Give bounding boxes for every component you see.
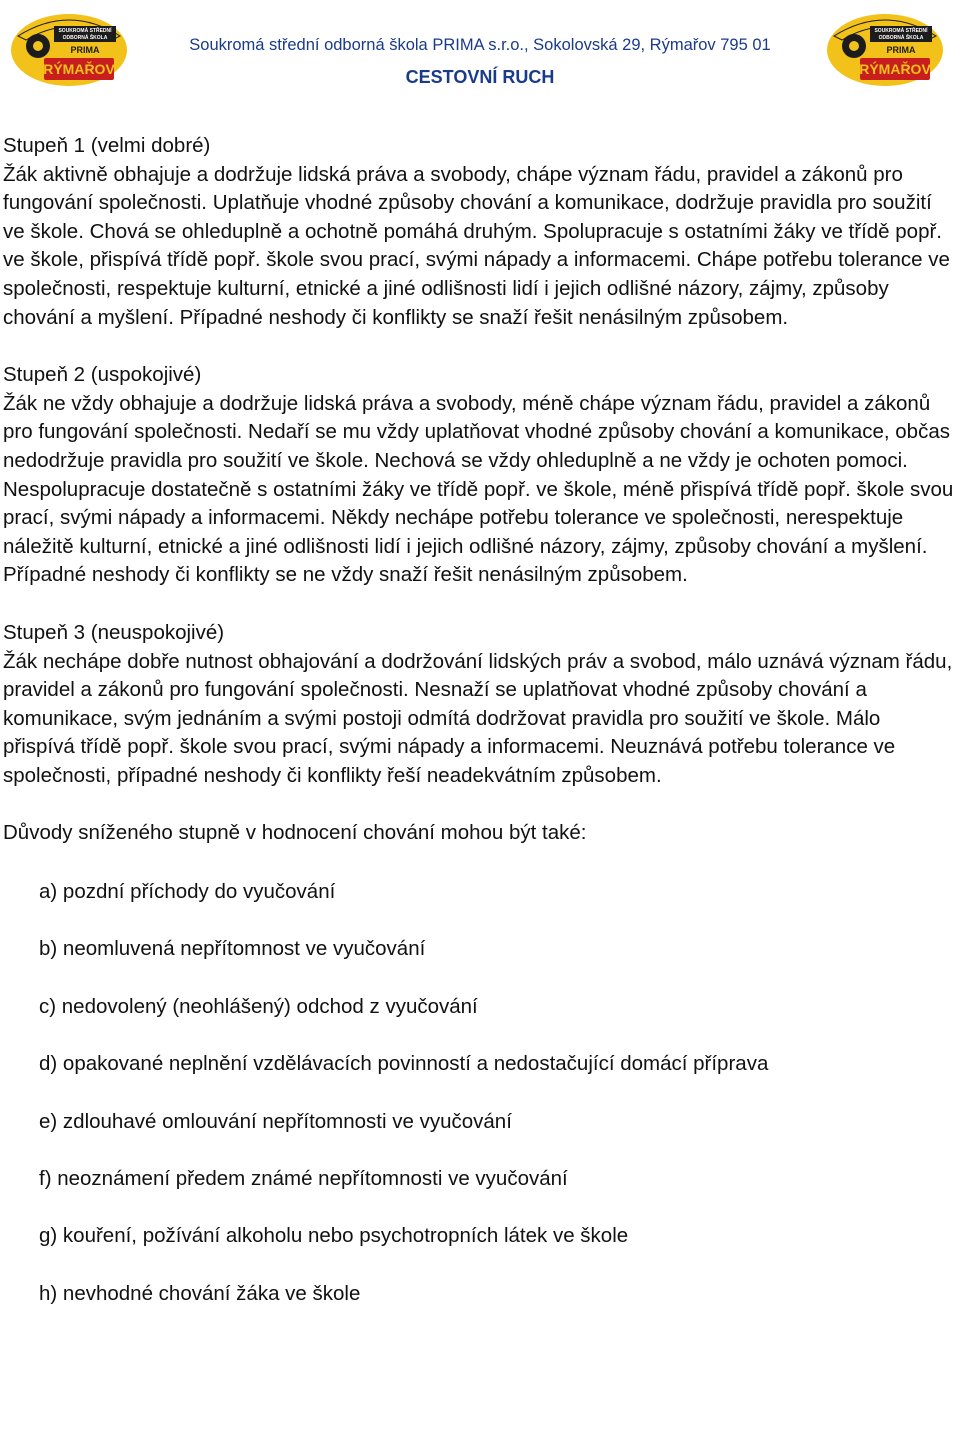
grade-1-heading: Stupeň 1 (velmi dobré) [3, 134, 211, 157]
list-item: a) pozdní příchody do vyučování [39, 880, 336, 904]
grade-3-section [3, 619, 957, 791]
list-item: h) nevhodné chování žáka ve škole [39, 1281, 361, 1305]
logo-prima-text: PRIMA [70, 45, 100, 55]
logo-top-text: SOUKROMÁ STŘEDNÍ [58, 28, 112, 34]
grade-2-text: Žák ne vždy obhajuje a dodržuje lidská práva a svobody, méně chápe význam řádu, pravidel a zákonů pro fungování společnosti. Nedaří se mu vždy uplatňovat vhodné způsoby chování a komunikace, občas nedodržuje pravidla pro soužití ve škole. Nechová se vždy ohleduplně a ne vždy je ochoten pomoci. Nespolupracuje dostatečně s ostatními žáky ve třídě popř. ve škole, méně přispívá třídě popř. škole svou prací, svými nápady a informacemi. Někdy nechápe potřebu tolerance ve společnosti, nerespektuje náležitě kulturní, etnické a jiné odlišnosti lidí i jejich odlišné názory, zájmy, způsoby chování a myšlení. Případné neshody či konflikty se ne vždy snaží řešit nenásilným způsobem. [3, 391, 954, 587]
list-item: d) opakované neplnění vzdělávacích povinností a nedostačující domácí příprava [39, 1052, 769, 1076]
grade-3-text: Žák nechápe dobře nutnost obhajování a dodržování lidských práv a svobod, málo uznává význam řádu, pravidel a zákonů pro fungování společnosti. Nesnaží se uplatňovat vhodné způsoby chování a komunikace, svým jednáním a svými postoji odmítá dodržovat pravidla pro soužití ve škole. Málo přispívá třídě popř. škole svou prací, svými nápady a informacemi. Neuznává potřebu tolerance ve společnosti, případné neshody či konflikty řeší neadekvátním způsobem. [3, 649, 953, 787]
logo-town-text: RÝMAŘOV [43, 61, 115, 77]
grade-2-heading: Stupeň 2 (uspokojivé) [3, 363, 202, 387]
school-logo [820, 6, 950, 90]
list-item: e) zdlouhavé omlouvání nepřítomnosti ve vyučování [39, 1109, 512, 1133]
department-title: CESTOVNÍ RUCH [405, 67, 555, 87]
document-body [3, 132, 957, 1337]
list-item: b) neomluvená nepřítomnost ve vyučování [39, 937, 426, 961]
grade-1-text: Žák aktivně obhajuje a dodržuje lidská práva a svobody, chápe význam řádu, pravidel a zákonů pro fungování společnosti. Uplatňuje vhodné způsoby chování a komunikace, dodržuje pravidla pro soužití ve škole. Chová se ohleduplně a ochotně pomáhá druhým. Spolupracuje s ostatními žáky ve třídě popř. ve škole, přispívá třídě popř. škole svou prací, svými nápady a informacemi. Chápe potřebu tolerance ve společnosti, respektuje kulturní, etnické a jiné odlišnosti lidí i jejich odlišné názory, zájmy, způsoby chování a myšlení. Případné neshody či konflikty se snaží řešit nenásilným způsobem. [3, 162, 950, 329]
list-item: g) kouření, požívání alkoholu nebo psychotropních látek ve škole [39, 1224, 629, 1248]
list-item: f) neoznámení předem známé nepřítomnosti ve vyučování [39, 1167, 568, 1191]
logo-mid-text: ODBORNÁ ŠKOLA [878, 35, 924, 41]
school-logo [4, 6, 134, 90]
grade-2-section [3, 361, 957, 590]
logo-town-text: RÝMAŘOV [859, 61, 931, 77]
list-item: c) nedovolený (neohlášený) odchod z vyučování [39, 994, 478, 1018]
school-address: Soukromá střední odborná škola PRIMA s.r.o., Sokolovská 29, Rýmařov 795 01 [189, 36, 771, 54]
grade-3-heading: Stupeň 3 (neuspokojivé) [3, 620, 225, 644]
logo-top-text: SOUKROMÁ STŘEDNÍ [874, 28, 928, 34]
logo-prima-text: PRIMA [886, 45, 916, 55]
grade-1-section [3, 132, 957, 332]
reasons-title: Důvody sníženého stupně v hodnocení chování mohou být také: [3, 821, 587, 845]
page-header [0, 0, 960, 100]
reasons-list [3, 878, 957, 1308]
logo-mid-text: ODBORNÁ ŠKOLA [62, 35, 108, 41]
